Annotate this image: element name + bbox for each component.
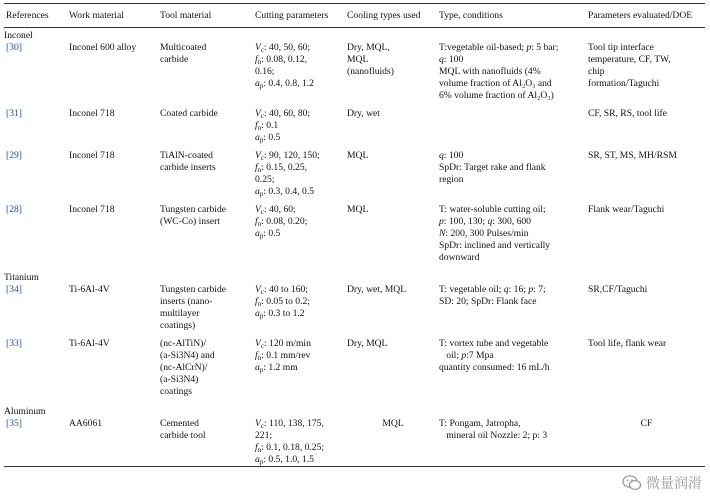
parameter-symbol: f: [255, 442, 258, 453]
condition-text: T: vegetable oil;: [439, 284, 504, 295]
parameter-subscript: n: [257, 354, 262, 362]
work-material-cell: [69, 204, 160, 264]
parameter-value: : 0.5: [263, 132, 281, 143]
parameter-symbol: a: [255, 362, 260, 373]
work-material-line: Inconel 718: [69, 108, 115, 119]
tool-material-cell: [160, 204, 255, 264]
tool-material-line: (a-Si3N4) and: [160, 350, 215, 361]
parameter-line: [255, 174, 347, 186]
type-conditions-cell: [439, 150, 588, 198]
parameter-symbol: a: [255, 454, 260, 465]
work-material-cell: [69, 108, 160, 144]
tool-material-line: carbide tool: [160, 430, 206, 441]
condition-line: [439, 66, 588, 78]
condition-line: [439, 78, 588, 90]
parameter-subscript: n: [257, 124, 262, 132]
tool-material-line: Multicoated: [160, 42, 207, 53]
parameter-symbol: V: [255, 338, 261, 349]
work-material-line: Inconel 718: [69, 204, 115, 215]
evaluated-line: CF, SR, RS, tool life: [588, 108, 667, 119]
tool-material-cell: [160, 418, 255, 466]
cooling-types-cell: [347, 42, 439, 102]
condition-symbol: q: [439, 150, 444, 161]
table-row: [4, 284, 705, 332]
tool-material-line: Tungsten carbide: [160, 204, 226, 215]
cooling-type-line: (nanofluids): [347, 66, 394, 77]
evaluated-line: temperature, CF, TW,: [588, 54, 671, 65]
evaluated-line: chip: [588, 66, 605, 77]
cooling-type-line: MQL: [347, 54, 369, 65]
condition-value: : 5 bar;: [531, 42, 559, 53]
parameter-value: : 40 to 160;: [263, 284, 308, 295]
condition-symbol: N: [439, 228, 446, 239]
cooling-types-cell: [347, 338, 439, 398]
parameter-subscript: n: [257, 220, 262, 228]
cooling-types-cell: [347, 150, 439, 198]
cutting-parameters-cell: [255, 150, 347, 198]
work-material-cell: [69, 284, 160, 332]
evaluated-line: SR,CF/Taguchi: [588, 284, 648, 295]
tool-material-line: Cemented: [160, 418, 199, 429]
condition-text: volume fraction of Al₂O₃ and: [439, 78, 552, 89]
wechat-icon: [622, 474, 642, 492]
parameter-subscript: c: [260, 112, 264, 120]
reference-link[interactable]: [28]: [6, 204, 22, 215]
cooling-type-line: Dry, wet: [347, 108, 380, 119]
parameter-symbol: a: [255, 228, 260, 239]
tool-material-line: carbide: [160, 54, 189, 65]
parameter-subscript: p: [259, 366, 264, 374]
condition-symbol: p: [528, 284, 534, 295]
table-row: [4, 108, 705, 144]
condition-text: SpDr: Target rake and flank: [439, 162, 546, 173]
parameter-value: : 0.1: [261, 120, 279, 131]
header-tool-material: Tool material: [160, 10, 212, 21]
condition-line: [439, 430, 588, 442]
type-conditions-cell: [439, 338, 588, 398]
table-header: [4, 4, 705, 27]
reference-link[interactable]: [29]: [6, 150, 22, 161]
condition-line: [439, 362, 588, 374]
header-references: References: [6, 10, 49, 21]
parameter-line: [255, 338, 347, 350]
parameter-line: [255, 54, 347, 66]
parameter-symbol: V: [255, 150, 261, 161]
parameter-subscript: n: [257, 166, 262, 174]
cooling-type-line: Dry, MQL,: [347, 42, 390, 53]
tool-material-line: (nc-AlCrN)/: [160, 362, 208, 373]
evaluated-line: CF: [640, 418, 653, 429]
data-table: [4, 3, 705, 467]
condition-text: downward: [439, 252, 480, 263]
parameter-symbol: V: [255, 204, 261, 215]
header-cutting-parameters: Cutting parameters: [255, 10, 329, 21]
tool-material-cell: [160, 284, 255, 332]
reference-link[interactable]: [31]: [6, 108, 22, 119]
evaluated-line: Tool life, flank wear: [588, 338, 667, 349]
parameter-line: [255, 284, 347, 296]
reference-link[interactable]: [30]: [6, 42, 22, 53]
work-material-cell: [69, 42, 160, 102]
parameter-line: [255, 296, 347, 308]
condition-symbol: q: [503, 284, 509, 295]
header-type-conditions: Type, conditions: [439, 10, 503, 21]
parameter-value: 0.16;: [255, 66, 275, 77]
condition-text: region: [439, 174, 464, 185]
condition-text: MQL with nanofluids (4%: [439, 66, 541, 77]
reference-link[interactable]: [35]: [6, 418, 22, 429]
parameter-subscript: c: [260, 422, 264, 430]
condition-line: [439, 150, 588, 162]
condition-line: [439, 284, 588, 296]
table-row: [4, 418, 705, 466]
condition-value: : 100: [443, 54, 464, 65]
parameter-line: [255, 216, 347, 228]
parameter-line: [255, 430, 347, 442]
table-row: [4, 204, 705, 264]
parameter-line: [255, 362, 347, 374]
parameter-value: : 0.5, 1.0, 1.5: [263, 454, 314, 465]
parameter-value: : 1.2 mm: [263, 362, 298, 373]
tool-material-line: multilayer: [160, 308, 200, 319]
parameter-value: 221;: [255, 430, 273, 441]
evaluated-line: formation/Taguchi: [588, 78, 660, 89]
cutting-parameters-cell: [255, 338, 347, 398]
parameter-value: : 0.1, 0.18, 0.25;: [261, 442, 325, 453]
condition-symbol: p: [461, 350, 467, 361]
cooling-types-cell: [347, 108, 439, 144]
type-conditions-cell: [439, 418, 588, 466]
parameters-evaluated-cell: [588, 108, 705, 144]
tool-material-cell: [160, 150, 255, 198]
parameter-line: [255, 418, 347, 430]
work-material-line: Ti-6Al-4V: [69, 284, 110, 295]
parameter-subscript: c: [260, 46, 264, 54]
condition-text: T: Pongam, Jatropha,: [439, 418, 521, 429]
parameter-subscript: n: [257, 446, 262, 454]
reference-link[interactable]: [34]: [6, 284, 22, 295]
condition-text: T: vortex tube and vegetable: [439, 338, 549, 349]
parameter-subscript: c: [260, 342, 264, 350]
table-row: [4, 338, 705, 398]
parameter-symbol: a: [255, 78, 260, 89]
condition-value: : 300, 600: [492, 216, 531, 227]
parameter-symbol: V: [255, 108, 261, 119]
parameter-symbol: f: [255, 54, 258, 65]
parameter-symbol: V: [255, 42, 261, 53]
work-material-cell: [69, 338, 160, 398]
cooling-type-line: Dry, wet, MQL: [347, 284, 407, 295]
parameter-subscript: p: [259, 312, 264, 320]
parameter-symbol: a: [255, 186, 260, 197]
parameter-value: : 40, 60;: [263, 204, 296, 215]
cooling-types-cell: [347, 204, 439, 264]
work-material-line: Ti-6Al-4V: [69, 338, 110, 349]
condition-line: [439, 418, 588, 430]
parameter-line: [255, 228, 347, 240]
cooling-types-cell: [347, 418, 439, 466]
section-label: Titanium: [4, 272, 39, 283]
condition-line: [439, 204, 588, 216]
tool-material-line: Tungsten carbide: [160, 284, 226, 295]
work-material-line: Inconel 600 alloy: [69, 42, 137, 53]
parameter-line: [255, 66, 347, 78]
condition-symbol: p: [439, 216, 444, 227]
tool-material-line: (WC-Co) insert: [160, 216, 220, 227]
tool-material-line: (nc-AlTiN)/: [160, 338, 207, 349]
cutting-parameters-cell: [255, 284, 347, 332]
parameter-value: : 40, 50, 60;: [263, 42, 311, 53]
tool-material-line: carbide inserts: [160, 162, 216, 173]
parameter-subscript: c: [260, 288, 264, 296]
condition-line: [439, 174, 588, 186]
parameter-line: [255, 162, 347, 174]
condition-value: : 100, 130;: [443, 216, 488, 227]
condition-text: T: water-soluble cutting oil;: [439, 204, 546, 215]
parameter-line: [255, 442, 347, 454]
parameter-symbol: f: [255, 216, 258, 227]
parameter-value: : 110, 138, 175,: [263, 418, 324, 429]
cutting-parameters-cell: [255, 108, 347, 144]
parameters-evaluated-cell: [588, 284, 705, 332]
parameter-line: [255, 308, 347, 320]
parameters-evaluated-cell: [588, 42, 705, 102]
parameter-subscript: n: [257, 300, 262, 308]
parameter-line: [255, 186, 347, 198]
parameter-value: : 0.4, 0.8, 1.2: [263, 78, 314, 89]
parameter-line: [255, 454, 347, 466]
cutting-parameters-cell: [255, 204, 347, 264]
parameter-symbol: f: [255, 350, 258, 361]
evaluated-line: SR, ST, MS, MH/RSM: [588, 150, 677, 161]
parameter-symbol: f: [255, 120, 258, 131]
cooling-type-line: MQL: [382, 418, 404, 429]
section-label: Aluminum: [4, 406, 46, 417]
table-body: [4, 28, 705, 466]
condition-value: : 100: [443, 150, 464, 161]
condition-line: [439, 228, 588, 240]
parameter-line: [255, 78, 347, 90]
parameter-line: [255, 42, 347, 54]
tool-material-cell: [160, 42, 255, 102]
parameter-line: [255, 108, 347, 120]
condition-text: T:vegetable oil-based;: [439, 42, 527, 53]
parameter-value: : 0.08, 0.20;: [261, 216, 308, 227]
parameter-line: [255, 204, 347, 216]
condition-line: [439, 240, 588, 252]
parameter-subscript: p: [259, 136, 264, 144]
condition-text: 6% volume fraction of Al₂O₃): [439, 90, 554, 101]
cutting-parameters-cell: [255, 42, 347, 102]
parameter-symbol: f: [255, 296, 258, 307]
parameter-value: : 0.15, 0.25,: [261, 162, 308, 173]
parameters-evaluated-cell: [588, 338, 705, 398]
tool-material-line: coatings): [160, 320, 196, 331]
cooling-type-line: MQL: [347, 204, 369, 215]
parameter-value: : 0.05 to 0.2;: [261, 296, 310, 307]
header-parameters-evaluated: Parameters evaluated/DOE: [588, 10, 693, 21]
section-label: Inconel: [4, 30, 33, 41]
type-conditions-cell: [439, 108, 588, 144]
parameter-value: : 0.1 mm/rev: [261, 350, 311, 361]
parameter-subscript: n: [257, 58, 262, 66]
parameter-subscript: c: [260, 154, 264, 162]
condition-value: :7 Mpa: [466, 350, 494, 361]
condition-line: [439, 42, 588, 54]
parameter-subscript: p: [259, 190, 264, 198]
condition-line: [439, 54, 588, 66]
parameter-value: : 0.5: [263, 228, 281, 239]
parameter-line: [255, 132, 347, 144]
watermark: [622, 473, 702, 493]
parameter-value: : 90, 120, 150;: [263, 150, 320, 161]
parameter-line: [255, 120, 347, 132]
parameters-evaluated-cell: [588, 204, 705, 264]
table-row: [4, 150, 705, 198]
tool-material-line: coatings: [160, 386, 192, 397]
condition-line: [439, 252, 588, 264]
parameter-value: 0.25;: [255, 174, 275, 185]
condition-text: mineral oil Nozzle: 2; p: 3: [439, 430, 548, 441]
cooling-types-cell: [347, 284, 439, 332]
bottom-rule: [4, 466, 705, 467]
condition-text: SpDr: inclined and vertically: [439, 240, 551, 251]
parameter-symbol: f: [255, 162, 258, 173]
tool-material-line: (a-Si3N4): [160, 374, 199, 385]
tool-material-cell: [160, 338, 255, 398]
condition-value: : 16;: [508, 284, 529, 295]
parameter-subscript: p: [259, 232, 264, 240]
condition-symbol: p: [526, 42, 532, 53]
parameter-subscript: p: [259, 82, 264, 90]
table-row: [4, 42, 705, 102]
evaluated-line: Flank wear/Taguchi: [588, 204, 665, 215]
tool-material-line: TiAlN-coated: [160, 150, 213, 161]
tool-material-line: inserts (nano-: [160, 296, 213, 307]
parameter-symbol: a: [255, 308, 260, 319]
cutting-parameters-cell: [255, 418, 347, 466]
condition-text: oil;: [439, 350, 462, 361]
watermark-text: 微量润滑: [646, 476, 702, 492]
parameter-symbol: a: [255, 132, 260, 143]
parameter-value: : 0.3, 0.4, 0.5: [263, 186, 314, 197]
parameter-line: [255, 150, 347, 162]
condition-line: [439, 162, 588, 174]
header-cooling-types: Cooling types used: [347, 10, 421, 21]
parameter-value: : 40, 60, 80;: [263, 108, 311, 119]
parameter-value: : 120 m/min: [263, 338, 311, 349]
cooling-type-line: Dry, MQL: [347, 338, 388, 349]
condition-line: [439, 216, 588, 228]
parameter-subscript: p: [259, 458, 264, 466]
parameter-symbol: V: [255, 418, 261, 429]
parameters-evaluated-cell: [588, 418, 705, 466]
condition-symbol: q: [487, 216, 493, 227]
condition-text: quantity consumed: 16 mL/h: [439, 362, 550, 373]
condition-line: [439, 338, 588, 350]
condition-line: [439, 90, 588, 102]
cooling-type-line: MQL: [347, 150, 369, 161]
reference-link[interactable]: [33]: [6, 338, 22, 349]
type-conditions-cell: [439, 42, 588, 102]
type-conditions-cell: [439, 204, 588, 264]
work-material-line: Inconel 718: [69, 150, 115, 161]
type-conditions-cell: [439, 284, 588, 332]
condition-symbol: q: [439, 54, 444, 65]
condition-text: SD: 20; SpDr: Flank face: [439, 296, 537, 307]
parameter-line: [255, 350, 347, 362]
condition-value: : 7;: [533, 284, 546, 295]
evaluated-line: Tool tip interface: [588, 42, 654, 53]
tool-material-line: Coated carbide: [160, 108, 218, 119]
parameter-symbol: V: [255, 284, 261, 295]
tool-material-cell: [160, 108, 255, 144]
parameters-evaluated-cell: [588, 150, 705, 198]
condition-line: [439, 296, 588, 308]
parameter-subscript: c: [260, 208, 264, 216]
condition-value: : 200, 300 Pulses/min: [445, 228, 529, 239]
condition-line: [439, 350, 588, 362]
work-material-line: AA6061: [69, 418, 103, 429]
parameter-value: : 0.3 to 1.2: [263, 308, 305, 319]
work-material-cell: [69, 418, 160, 466]
parameter-value: : 0.08, 0.12,: [261, 54, 308, 65]
work-material-cell: [69, 150, 160, 198]
header-work-material: Work material: [69, 10, 124, 21]
